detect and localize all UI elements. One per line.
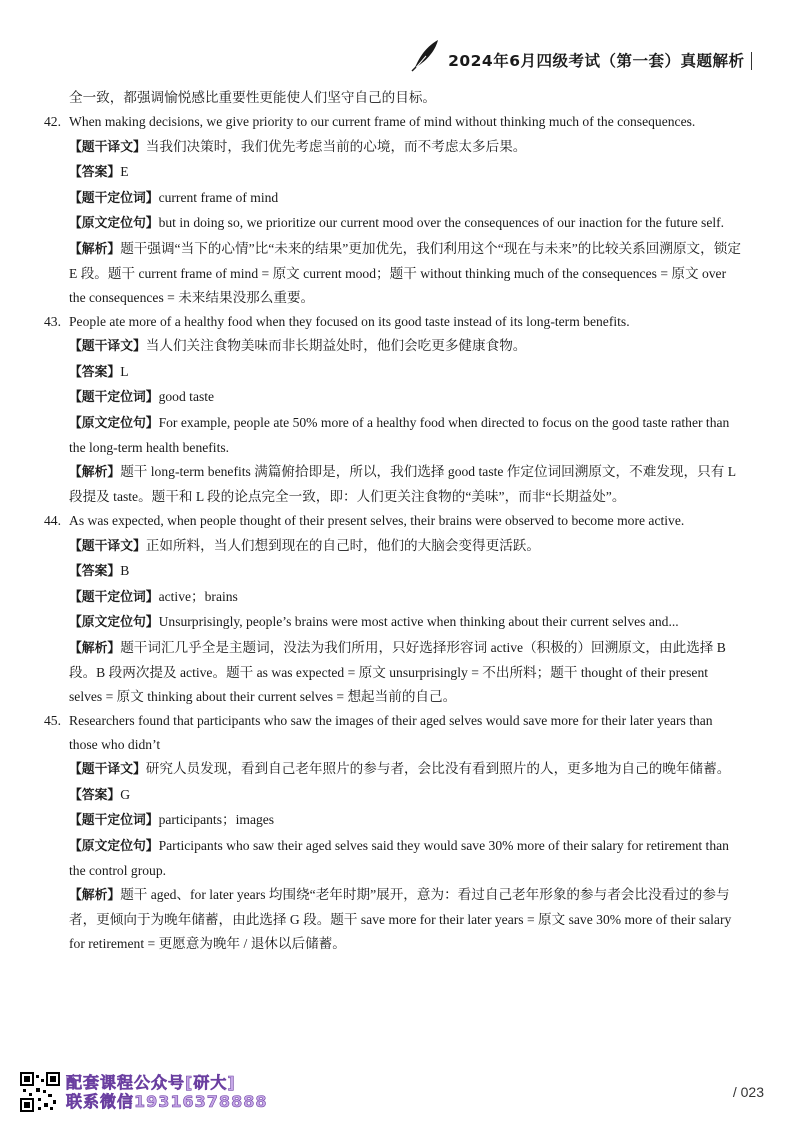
question-keyword: good taste <box>158 389 215 404</box>
question-source-label: 【原文定位句】 <box>69 415 159 431</box>
question-translation: 正如所料，当人们想到现在的自己时，他们的大脑会变得更活跃。 <box>145 537 540 553</box>
question-source-label: 【原文定位句】 <box>69 838 159 854</box>
question-translation: 当人们关注食物美味而非长期益处时，他们会吃更多健康食物。 <box>145 338 527 353</box>
question-source: Unsurprisingly, people’s brains were most active when thinking about their current selves and... <box>158 614 679 629</box>
watermark <box>20 1072 267 1112</box>
question-answer: B <box>120 563 130 578</box>
question-keyword-label: 【题干定位词】 <box>69 390 159 405</box>
question-analysis: 题干词汇几乎全是主题词，没法为我们所用，只好选择形容词 active（积极的）回溯原文，由此选择 B 段。B 段两次提及 active。题干 as was expected = 原文 unsurprisingly = 不出所料；题干 thought of their present selves = 原文 thinking about their current selves = 想起当前的自己。 <box>69 639 726 704</box>
question-keyword: participants；images <box>158 812 275 827</box>
question-number: 42. <box>44 114 61 129</box>
question-analysis-label: 【解析】 <box>69 640 121 656</box>
question-analysis: 题干 long-term benefits 满篇俯拾即是，所以，我们选择 good taste 作定位词回溯原文，不难发现，只有 L 段提及 taste。题干和 L 段的论点完全一致，即：人们更关注食物的“美味”，而非“长期益处”。 <box>69 464 736 504</box>
question-answer-row <box>44 783 744 808</box>
question-source-row <box>44 834 744 883</box>
continuation-text: 全一致，都强调愉悦感比重要性更能使人们坚守自己的目标。 <box>69 90 437 105</box>
question-translation-label: 【题干译文】 <box>69 139 146 155</box>
question-answer-label: 【答案】 <box>69 564 121 579</box>
question-list <box>44 110 744 956</box>
watermark-line-1: 配套课程公众号[研大] <box>66 1073 236 1092</box>
question-source: Participants who saw their aged selves said they would save 30% more of their salary for retirement than the control group. <box>69 837 729 878</box>
question-translation-row <box>44 534 744 559</box>
question-answer-row <box>44 360 744 385</box>
question-text: Researchers found that participants who saw the images of their aged selves would save more for their later years than those who didn’t <box>69 712 713 752</box>
header-title: 2024年6月四级考试（第一套）真题解析 <box>448 52 745 70</box>
question-analysis-label: 【解析】 <box>69 465 121 480</box>
question-source-row <box>44 211 744 236</box>
question-keyword: active；brains <box>158 588 238 604</box>
question-answer-label: 【答案】 <box>69 364 121 380</box>
question-block <box>44 709 744 957</box>
question-translation: 研究人员发现，看到自己老年照片的参与者，会比没有看到照片的人，更多地为自己的晚年储蓄。 <box>145 761 731 776</box>
question-answer-row <box>44 160 744 185</box>
question-stem <box>44 509 744 533</box>
question-answer: L <box>120 363 129 379</box>
question-answer-label: 【答案】 <box>69 787 121 803</box>
question-analysis-row <box>44 460 744 509</box>
question-source: For example, people ate 50% more of a healthy food when directed to focus on the good taste rather than the long-term health benefits. <box>69 414 730 455</box>
question-block <box>44 110 744 310</box>
page-content <box>44 86 744 956</box>
question-text: People ate more of a healthy food when they focused on its good taste instead of its long-term benefits. <box>69 313 630 329</box>
question-text: When making decisions, we give priority to our current frame of mind without thinking much of the consequences. <box>69 114 696 129</box>
watermark-line-2: 联系微信19316378888 <box>66 1092 268 1111</box>
question-translation-row <box>44 334 744 359</box>
question-keyword-row <box>44 808 744 833</box>
question-analysis: 题干 aged、for later years 均围绕“老年时期”展开，意为：看过自己老年形象的参与者会比没看过的参与者，更倾向于为晚年储蓄，由此选择 G 段。题干 save more for their later years = 原文 save 30% more of their salary for retirement = 更愿意为晚年 / 退休以后储蓄。 <box>69 887 732 951</box>
question-keyword-label: 【题干定位词】 <box>69 589 159 605</box>
question-translation-label: 【题干译文】 <box>69 339 146 354</box>
question-keyword-row <box>44 385 744 410</box>
question-keyword-row <box>44 186 744 211</box>
question-analysis-row <box>44 237 744 310</box>
question-keyword-label: 【题干定位词】 <box>69 190 159 206</box>
question-keyword-label: 【题干定位词】 <box>69 813 159 828</box>
question-number: 45. <box>44 712 61 728</box>
qr-code-icon <box>20 1072 60 1112</box>
feather-pen-icon <box>410 38 442 72</box>
question-translation-row <box>44 757 744 782</box>
question-translation-label: 【题干译文】 <box>69 762 146 777</box>
question-translation-label: 【题干译文】 <box>69 538 146 554</box>
question-block <box>44 310 744 510</box>
question-analysis: 题干强调“当下的心情”比“未来的结果”更加优先，我们利用这个“现在与未来”的比较关系回溯原文，锁定 E 段。题干 current frame of mind = 原文 current mood；题干 without thinking much of the consequences = 原文 over the consequences = 未来结果没那么重要。 <box>69 240 741 305</box>
question-number: 44. <box>44 513 61 528</box>
question-stem <box>44 709 744 757</box>
question-number: 43. <box>44 313 61 329</box>
question-stem <box>44 310 744 334</box>
question-source-label: 【原文定位句】 <box>69 615 159 630</box>
question-analysis-label: 【解析】 <box>69 241 121 257</box>
question-answer: E <box>120 164 129 179</box>
question-translation: 当我们决策时，我们优先考虑当前的心境，而不考虑太多后果。 <box>145 138 527 154</box>
question-answer: G <box>120 786 131 802</box>
question-translation-row <box>44 135 744 160</box>
question-text: As was expected, when people thought of their present selves, their brains were observed to become more active. <box>69 513 685 528</box>
header-divider <box>751 52 753 70</box>
page-header <box>410 38 752 72</box>
question-analysis-label: 【解析】 <box>69 888 121 903</box>
question-stem <box>44 110 744 134</box>
page-number: / 023 <box>732 1084 764 1100</box>
question-answer-row <box>44 559 744 584</box>
question-block <box>44 509 744 709</box>
question-answer-label: 【答案】 <box>69 165 121 180</box>
question-source-label: 【原文定位句】 <box>69 216 159 231</box>
question-source-row <box>44 411 744 460</box>
question-analysis-row <box>44 636 744 709</box>
question-source: but in doing so, we prioritize our current mood over the consequences of our inaction for the future self. <box>158 215 725 230</box>
question-analysis-row <box>44 883 744 956</box>
question-keyword: current frame of mind <box>158 189 279 205</box>
question-keyword-row <box>44 585 744 610</box>
question-source-row <box>44 610 744 635</box>
